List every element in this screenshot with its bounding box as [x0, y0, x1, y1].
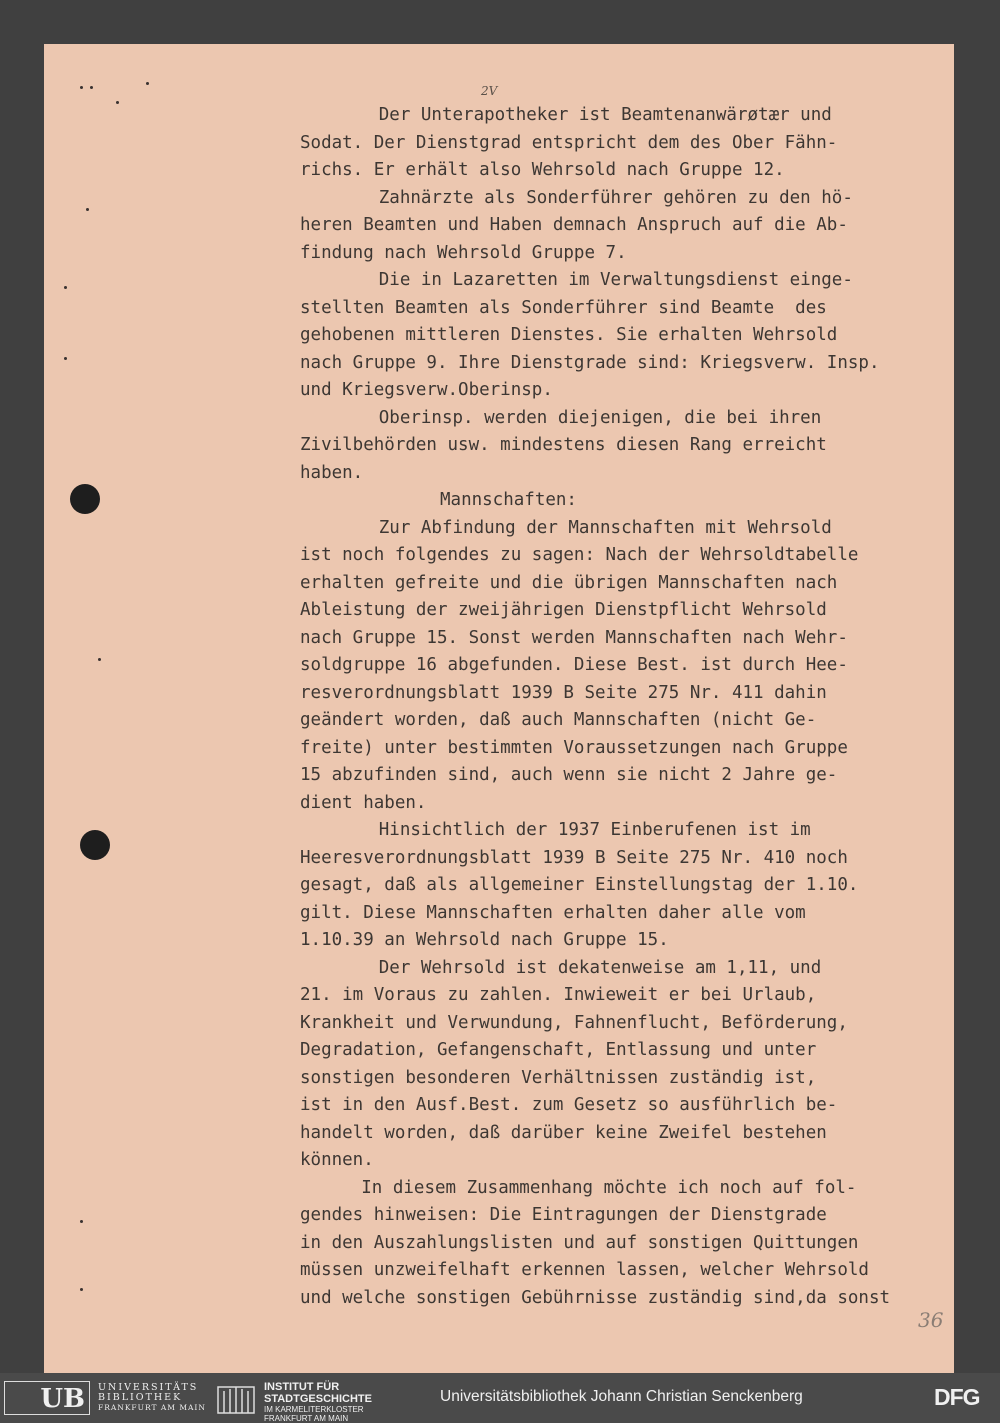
speck [98, 658, 101, 661]
text-line: können. [300, 1150, 374, 1170]
text-line: und welche sonstigen Gebührnisse zuständig sind,da sonst [300, 1287, 891, 1308]
speck [146, 82, 149, 85]
text-line: gehobenen mittleren Dienstes. Sie erhalten Wehrsold [300, 325, 838, 345]
ub-line-3: FRANKFURT AM MAIN [98, 1403, 206, 1412]
text-line: freite) unter bestimmten Voraussetzungen nach Gruppe [300, 737, 848, 758]
text-line: haben. [300, 462, 364, 483]
text-line: findung nach Wehrsold Gruppe 7. [300, 242, 627, 263]
text-line: müssen unzweifelhaft erkennen lassen, welcher Wehrsold [300, 1260, 869, 1280]
text-line: stellten Beamten als Sonderführer sind Beamte des [300, 297, 827, 318]
text-line: heren Beamten und Haben demnach Anspruch auf die Ab- [300, 215, 848, 235]
speck [64, 286, 67, 289]
library-name[interactable]: Universitätsbibliothek Johann Christian Senckenberg [440, 1388, 803, 1405]
isg-line-2: STADTGESCHICHTE [264, 1393, 372, 1405]
ub-line-1: UNIVERSITÄTS [98, 1382, 199, 1393]
text-line: Zahnärzte als Sonderführer gehören zu den hö- [378, 187, 853, 208]
typed-text [300, 102, 950, 1312]
text-line: in den Auszahlungslisten und auf sonstigen Quittungen [300, 1232, 859, 1253]
text-line: geändert worden, daß auch Mannschaften (nicht Ge- [300, 710, 817, 730]
text-line: gendes hinweisen: Die Eintragungen der Dienstgrade [300, 1205, 827, 1225]
text-line: gilt. Diese Mannschaften erhalten daher alle vom [300, 902, 806, 923]
text-line: Sodat. Der Dienstgrad entspricht dem des Ober Fähn- [300, 132, 838, 153]
text-line: Die in Lazaretten im Verwaltungsdienst einge- [378, 270, 853, 290]
isg-line-4: FRANKFURT AM MAIN [264, 1414, 349, 1423]
isg-line-3: IM KARMELITERKLOSTER [264, 1405, 364, 1414]
ub-line-2: BIBLIOTHEK [98, 1392, 183, 1403]
text-line: Zivilbehörden usw. mindestens diesen Rang erreicht [300, 435, 827, 455]
text-line: Heeresverordnungsblatt 1939 B Seite 275 Nr. 410 noch [300, 847, 848, 868]
page-mark: 2V [481, 84, 498, 98]
text-line: Krankheit und Verwundung, Fahnenflucht, Beförderung, [300, 1012, 848, 1033]
text-line: Der Unterapotheker ist Beamtenanwärøtær und [378, 105, 832, 125]
text-line: nach Gruppe 9. Ihre Dienstgrade sind: Kriegsverw. Insp. [300, 352, 880, 373]
speck [80, 86, 83, 89]
text-line: nach Gruppe 15. Sonst werden Mannschaften nach Wehr- [300, 627, 848, 648]
text-line: ist noch folgendes zu sagen: Nach der Wehrsoldtabelle [300, 545, 859, 565]
speck [80, 1288, 83, 1291]
text-line: Oberinsp. werden diejenigen, die bei ihren [378, 407, 822, 428]
text-line: und Kriegsverw.Oberinsp. [300, 380, 553, 400]
dfg-logo[interactable]: DFG [934, 1384, 980, 1410]
isg-line-1: INSTITUT FÜR [264, 1381, 340, 1393]
speck [90, 86, 93, 89]
text-line: 15 abzufinden sind, auch wenn sie nicht 2 Jahre ge- [300, 765, 838, 785]
text-line: soldgruppe 16 abgefunden. Diese Best. ist durch Hee- [300, 655, 848, 675]
text-line: Mannschaften: [440, 490, 577, 510]
text-line: gesagt, daß als allgemeiner Einstellungstag der 1.10. [300, 875, 859, 895]
text-line: Ableistung der zweijährigen Dienstpflicht Wehrsold [300, 600, 827, 620]
text-line: handelt worden, daß darüber keine Zweifel bestehen [300, 1122, 827, 1143]
text-line: resverordnungsblatt 1939 B Seite 275 Nr. 411 dahin [300, 682, 827, 703]
speck [80, 1220, 83, 1223]
text-line: Zur Abfindung der Mannschaften mit Wehrsold [378, 517, 832, 538]
ub-name [98, 1383, 206, 1413]
speck [116, 101, 119, 104]
text-line: 21. im Voraus zu zahlen. Inwieweit er bei Urlaub, [300, 985, 817, 1005]
ub-logo[interactable] [4, 1381, 90, 1415]
text-line: sonstigen besonderen Verhältnissen zuständig ist, [300, 1067, 817, 1088]
text-line: ist in den Ausf.Best. zum Gesetz so ausführlich be- [300, 1095, 838, 1115]
document-page [44, 44, 954, 1373]
ub-logo-text: UB [40, 1384, 85, 1414]
speck [64, 357, 67, 360]
folio-number: 36 [918, 1308, 944, 1332]
text-line: Der Wehrsold ist dekatenweise am 1,11, und [378, 957, 822, 978]
punch-hole-bottom [80, 830, 110, 860]
text-line: In diesem Zusammenhang möchte ich noch auf fol- [361, 1177, 857, 1198]
text-line: richs. Er erhält also Wehrsold nach Gruppe 12. [300, 160, 785, 180]
text-line: erhalten gefreite und die übrigen Mannschaften nach [300, 572, 838, 593]
text-line: Hinsichtlich der 1937 Einberufenen ist im [378, 820, 811, 840]
text-line: dient haben. [300, 792, 427, 813]
isg-logo-icon[interactable] [216, 1381, 256, 1415]
speck [86, 208, 89, 211]
footer-bar [0, 1373, 1000, 1423]
punch-hole-top [70, 484, 100, 514]
text-line: Degradation, Gefangenschaft, Entlassung und unter [300, 1040, 817, 1060]
text-line: 1.10.39 an Wehrsold nach Gruppe 15. [300, 930, 669, 950]
isg-name [264, 1381, 372, 1423]
